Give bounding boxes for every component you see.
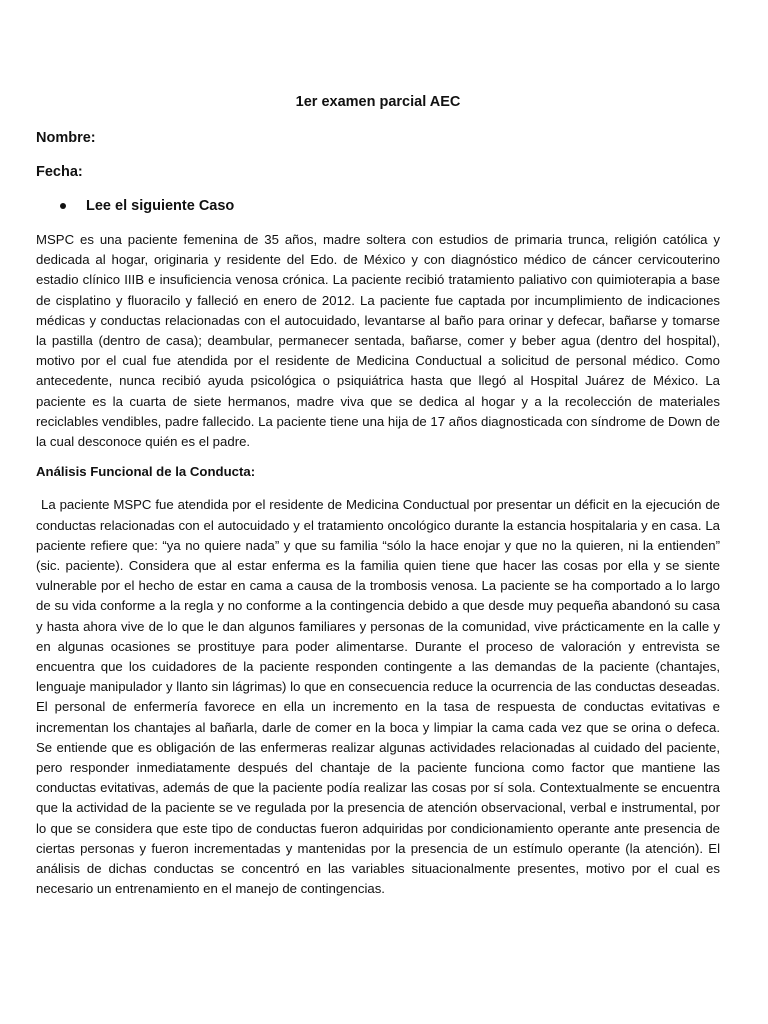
fecha-label: Fecha: — [36, 164, 83, 180]
document-title: 1er examen parcial AEC — [295, 94, 461, 110]
analysis-heading: Análisis Funcional de la Conducta: — [36, 464, 256, 480]
case-paragraph: MSPC es una paciente femenina de 35 años, madre soltera con estudios de primaria trunca, religión católica y dedicada al hogar, originaria y residente del Edo. de México y con diagnóstico médico de cáncer cervicouterino estadio clínico IIIB e insuficiencia venosa crónica. La paciente recibió tratamiento paliativo con quimioterapia a base de cisplatino y fluoracilo y falleció en enero de 2012. La paciente fue captada por incumplimiento de indicaciones médicas y conductas relacionadas con el autocuidado, levantarse al baño para orinar y defecar, bañarse y tomarse la pastilla (dentro de casa); deambular, permanecer sentada, bañarse, comer y beber agua (dentro del hospital), motivo por el cual fue atendida por el residente de Medicina Conductual a solicitud de personal médico. Como antecedente, nunca recibió ayuda psicológica o psiquiátrica hasta que llegó al Hospital Juárez de México. La paciente es la cuarta de siete hermanos, madre viva que se dedica al hogar y a la recolección de materiales reciclables vendibles, padre fallecido. La paciente tiene una hija de 17 años diagnosticada con síndrome de Down de la cual desconoce quién es el padre. — [36, 232, 721, 450]
bullet-item — [36, 196, 720, 216]
document-content — [36, 92, 720, 899]
nombre-label: Nombre: — [36, 130, 96, 146]
bullet-text: Lee el siguiente Caso — [86, 198, 235, 214]
bullet-icon — [60, 203, 66, 209]
analysis-paragraph: La paciente MSPC fue atendida por el residente de Medicina Conductual por presentar un déficit en la ejecución de conductas relacionadas con el autocuidado y el tratamiento oncológico durante la estancia hospitalaria y en casa. La paciente refiere que: “ya no quiere nada” y que su familia “sólo la hace enojar y que no la quieren, ni la entienden” (sic. paciente). Considera que al estar enferma es la familia quien tiene que hacer las cosas por ella y se siente vulnerable por el hecho de estar en cama a causa de la trombosis venosa. La paciente se ha comportado a lo largo de su vida conforme a la regla y no conforme a la contingencia debido a que desde muy pequeña abandonó su casa y hasta ahora vive de lo que le dan algunos familiares y personas de la comunidad, vive prácticamente en la calle y en algunas ocasiones se prostituye para poder alimentarse. Durante el proceso de valoración y entrevista se encuentra que los cuidadores de la paciente responden contingente a las demandas de la paciente (chantajes, lenguaje manipulador y llanto sin lágrimas) lo que en consecuencia reduce la ocurrencia de las conductas deseadas. El personal de enfermería favorece en ella un incremento en la tasa de respuesta de conductas evitativas e incrementan los chantajes al bañarla, darle de comer en la boca y limpiar la cama cada vez que se orina o defeca. Se entiende que es obligación de las enfermeras realizar algunas actividades relacionadas al cuidado del paciente, pero responder inmediatamente después del chantaje de la paciente funciona como factor que mantiene las conductas evitativas, además de que la paciente podía realizar las cosas por sí sola. Contextualmente se encuentra que la actividad de la paciente se ve regulada por la presencia de atención observacional, verbal e instrumental, por lo que se considera que este tipo de conductas fueron adquiridas por condicionamiento operante ante presencia de ciertas personas y fueron incrementadas y mantenidas por la presencia de un estímulo operante (la atención). El análisis de dichas conductas se concentró en las variables situacionalmente presentes, motivo por el cual es necesario un entrenamiento en el manejo de contingencias. — [36, 497, 720, 897]
